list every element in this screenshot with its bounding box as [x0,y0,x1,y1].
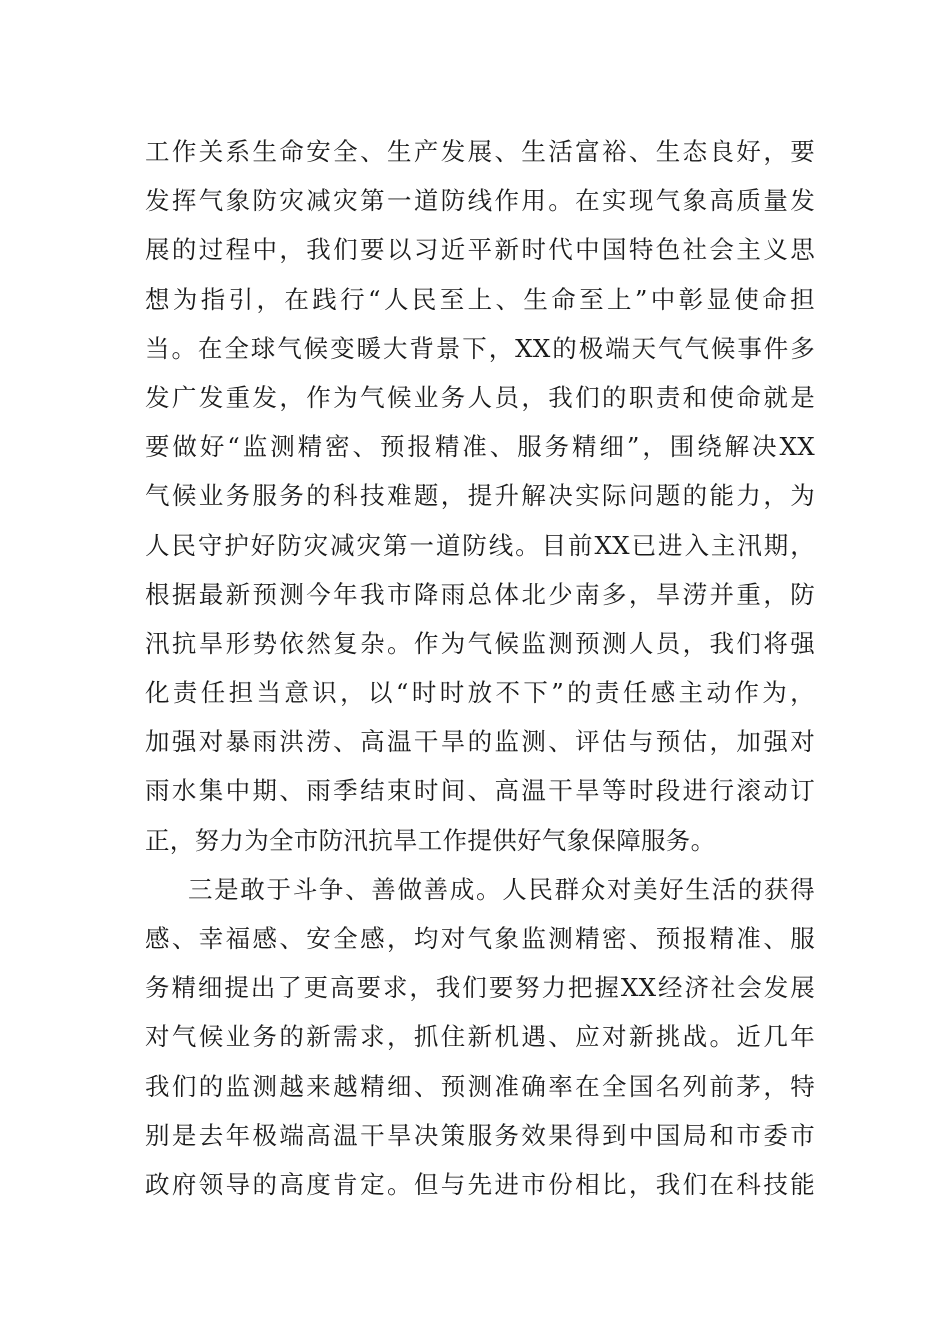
text-line: 想为指引，在践行“人民至上、生命至上”中彰显使命担 [145,284,815,314]
text-line: 对气候业务的新需求，抓住新机遇、应对新挑战。近几年 [145,1022,815,1052]
text-line: 别是去年极端高温干旱决策服务效果得到中国局和市委市 [145,1120,815,1150]
text-line: 当。在全球气候变暖大背景下，XX的极端天气气候事件多 [145,333,815,363]
text-line: 展的过程中，我们要以习近平新时代中国特色社会主义思 [145,235,815,265]
text-line: 雨水集中期、雨季结束时间、高温干旱等时段进行滚动订 [145,776,815,806]
text-line: 要做好“监测精密、预报精准、服务精细”，围绕解决XX [145,432,815,462]
text-line: 化责任担当意识，以“时时放不下”的责任感主动作为， [145,678,815,708]
text-line: 人民守护好防灾减灾第一道防线。目前XX已进入主汛期， [145,530,815,560]
text-line: 汛抗旱形势依然复杂。作为气候监测预测人员，我们将强 [145,628,815,658]
text-line: 正，努力为全市防汛抗旱工作提供好气象保障服务。 [145,825,716,855]
paragraph-start-line: 三是敢于斗争、善做善成。人民群众对美好生活的获得 [188,874,815,904]
body-text [145,127,815,1209]
text-line: 发挥气象防灾减灾第一道防线作用。在实现气象高质量发 [145,186,815,216]
text-line: 务精细提出了更高要求，我们要努力把握XX经济社会发展 [145,973,815,1003]
text-line: 工作关系生命安全、生产发展、生活富裕、生态良好，要 [145,137,815,166]
text-line: 感、幸福感、安全感，均对气象监测精密、预报精准、服 [145,924,815,953]
text-line: 加强对暴雨洪涝、高温干旱的监测、评估与预估，加强对 [145,727,815,757]
text-line: 发广发重发，作为气候业务人员，我们的职责和使命就是 [145,382,815,412]
text-line: 根据最新预测今年我市降雨总体北少南多，旱涝并重，防 [145,579,815,609]
text-line: 我们的监测越来越精细、预测准确率在全国名列前茅，特 [145,1071,815,1101]
text-line: 气候业务服务的科技难题，提升解决实际问题的能力，为 [145,481,815,511]
text-line: 政府领导的高度肯定。但与先进市份相比，我们在科技能 [145,1169,815,1199]
